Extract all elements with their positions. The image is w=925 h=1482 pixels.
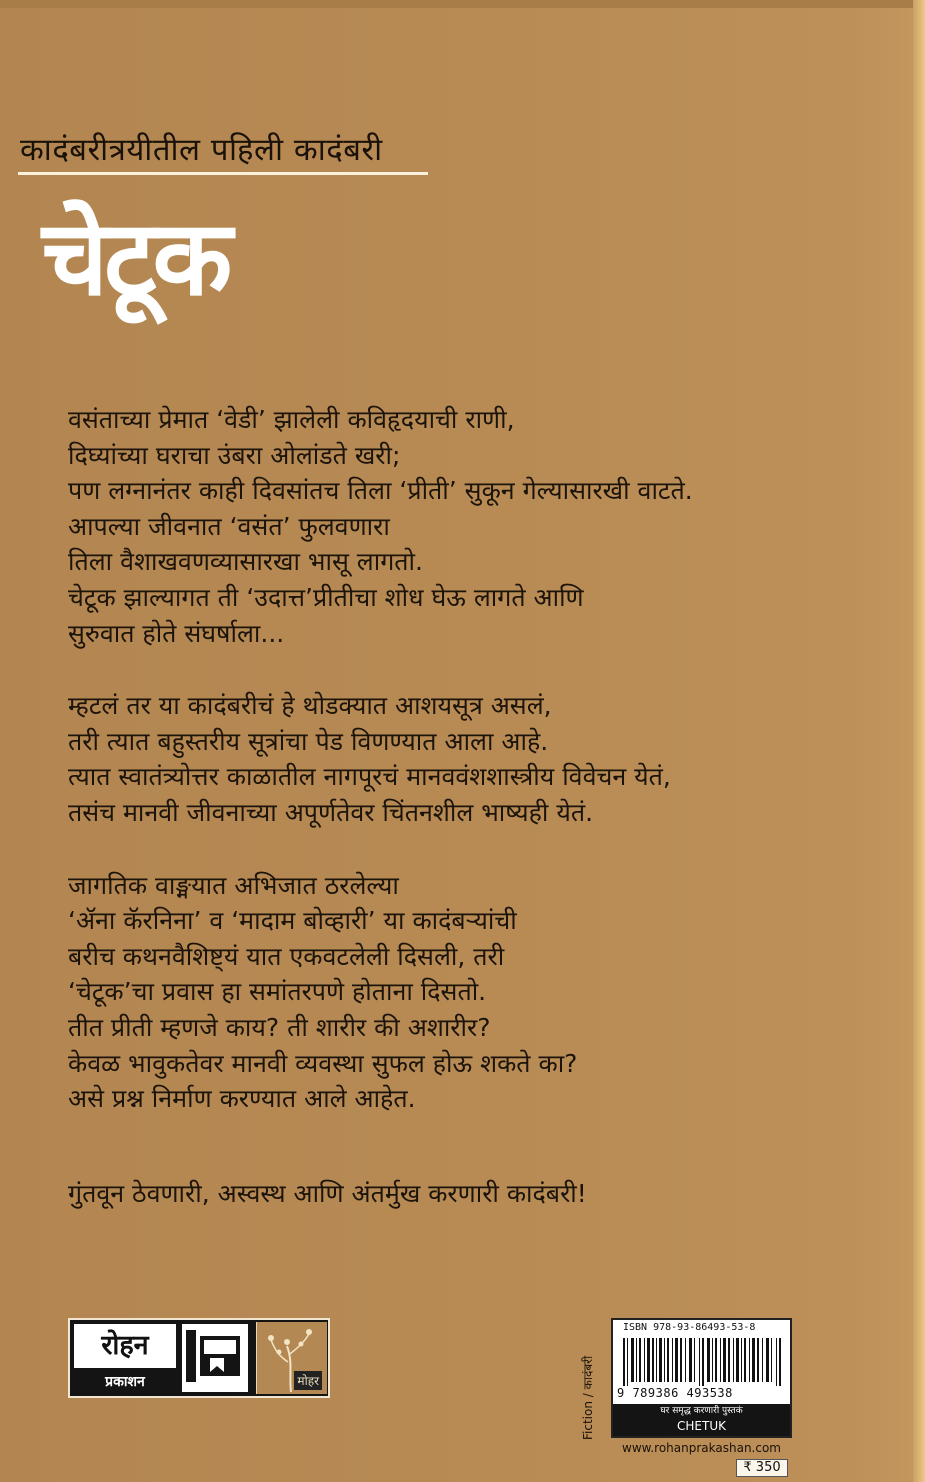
series-underline — [18, 172, 428, 175]
barcode-digits: 9 789386 493538 — [617, 1386, 733, 1400]
blurb-line: केवळ भावुकतेवर मानवी व्यवस्था सुफल होऊ शकते का? — [68, 1048, 578, 1078]
price-tag: ₹ 350 — [736, 1459, 788, 1477]
blurb-line: ‘चेटूक’चा प्रवास हा समांतरपणे होताना दिसतो. — [68, 977, 487, 1007]
barcode-title: CHETUK — [677, 1419, 726, 1433]
publisher-website: www.rohanprakashan.com — [622, 1441, 781, 1455]
blurb-line: चेटूक झाल्यागत ती ‘उदात्त’प्रीतीचा शोध घेऊ लागते आणि — [68, 582, 584, 612]
top-edge-shadow — [0, 0, 925, 8]
blurb-line: असे प्रश्न निर्माण करण्यात आले आहेत. — [68, 1084, 416, 1114]
blurb-line: आपल्या जीवनात ‘वसंत’ फुलवणारा — [68, 511, 390, 541]
blurb-line: तरी त्यात बहुस्तरीय सूत्रांचा पेड विणण्यात आला आहे. — [68, 726, 549, 756]
blurb-line: त्यात स्वातंत्र्योत्तर काळातील नागपूरचं मानववंशशास्त्रीय विवेचन येतं, — [68, 762, 671, 792]
blurb-line: दिघ्यांच्या घराचा उंबरा ओलांडते खरी; — [68, 440, 401, 470]
cover-spine-edge — [913, 0, 925, 1482]
blurb — [68, 402, 848, 1154]
book-title: चेटूक — [42, 197, 229, 319]
barcode-bars — [623, 1338, 783, 1386]
barcode-footer — [613, 1404, 790, 1436]
blurb-line: जागतिक वाङ्मयात अभिजात ठरलेल्या — [68, 870, 399, 900]
blurb-line: तीत प्रीती म्हणजे काय? ती शारीर की अशारीर? — [68, 1012, 491, 1042]
classification-label: Fiction / कादंबरी — [581, 1355, 595, 1440]
series-tagline: कादंबरीत्रयीतील पहिली कादंबरी — [20, 132, 383, 168]
book-logo-word: रोहन — [206, 1380, 226, 1393]
publisher-logo — [68, 1318, 330, 1398]
blurb-line: बरीच कथनवैशिष्ट्यं यात एकवटलेली दिसली, तरी — [68, 941, 505, 971]
publisher-tagline: घर समृद्ध करणारी पुस्तकं — [660, 1406, 743, 1416]
blurb-paragraph-3 — [68, 868, 848, 1117]
blurb-line: तिला वैशाखवणव्यासारखा भासू लागतो. — [68, 547, 423, 577]
blurb-line: वसंताच्या प्रेमात ‘वेडी’ झालेली कविहृदयाची राणी, — [68, 405, 515, 434]
blurb-paragraph-2 — [68, 688, 848, 830]
blurb-line: सुरुवात होते संघर्षाला... — [68, 618, 285, 648]
blurb-line: तसंच मानवी जीवनाच्या अपूर्णतेवर चिंतनशील भाष्यही येतं. — [68, 797, 594, 827]
closing-line: गुंतवून ठेवणारी, अस्वस्थ आणि अंतर्मुख करणारी कादंबरी! — [68, 1179, 587, 1208]
publisher-name: रोहन — [74, 1324, 176, 1368]
blurb-line: ‘ॲना कॅरनिना’ व ‘मादाम बोव्हारी’ या कादंबऱ्यांची — [68, 906, 517, 936]
isbn-text: ISBN 978-93-86493-53-8 — [623, 1322, 756, 1333]
blurb-paragraph-1 — [68, 402, 848, 651]
blurb-line: म्हटलं तर या कादंबरीचं हे थोडक्यात आशयसूत्र असलं, — [68, 691, 552, 721]
barcode — [611, 1318, 792, 1438]
blurb-line: पण लग्नानंतर काही दिवसांतच तिला ‘प्रीती’ सुकून गेल्यासारखी वाटते. — [68, 476, 693, 506]
imprint-word: मोहर — [294, 1371, 322, 1390]
publisher-subtitle: प्रकाशन — [105, 1374, 145, 1390]
